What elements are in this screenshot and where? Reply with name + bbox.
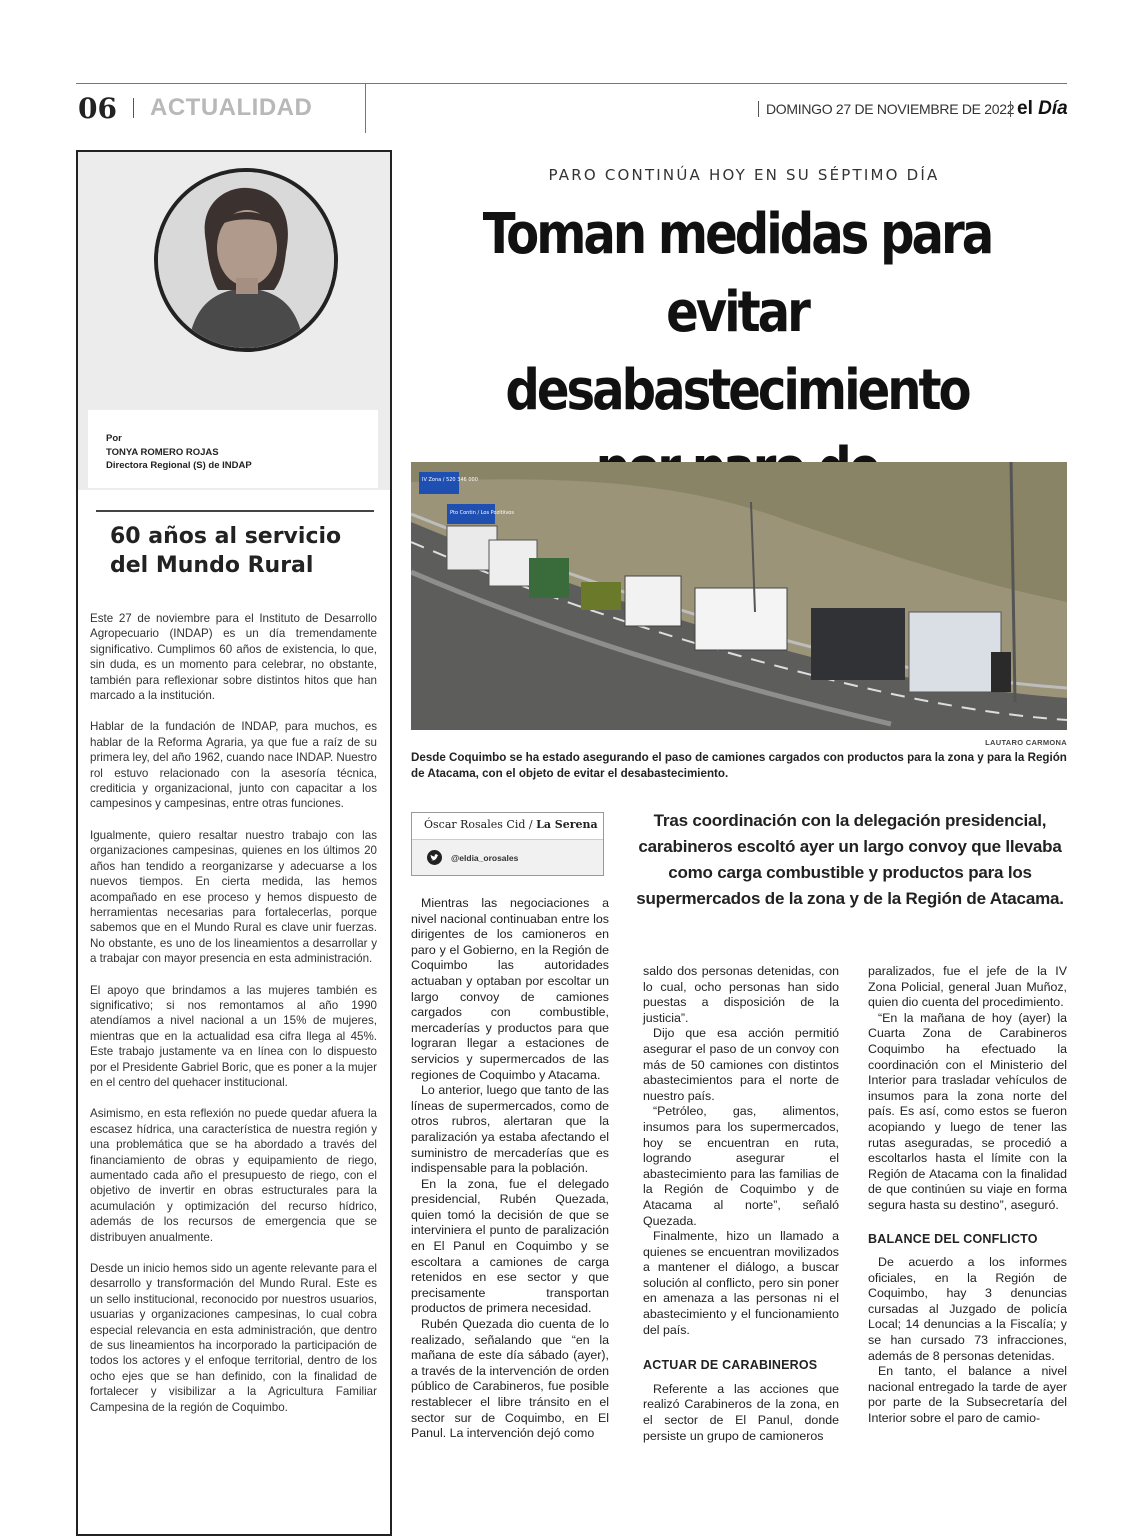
headline-line: Toman medidas para xyxy=(482,202,992,267)
author-role: Directora Regional (S) de INDAP xyxy=(106,460,252,471)
opinion-body xyxy=(90,611,377,1431)
header-divider xyxy=(1010,101,1011,117)
road-sign-text: Pto Contin / Los Pozitiivos xyxy=(450,510,514,516)
paragraph: saldo dos personas detenidas, con lo cual, ocho personas han sido puestas a disposición de la justicia”. xyxy=(643,964,839,1025)
article-kicker: PARO CONTINÚA HOY EN SU SÉPTIMO DÍA xyxy=(548,166,940,184)
header-rule xyxy=(76,83,1067,84)
title-rule xyxy=(96,510,374,512)
paragraph: Este 27 de noviembre para el Instituto de Desarrollo Agropecuario (INDAP) es un día tremendamente significativo. Cumplimos 60 años de existencia, lo que, sin duda, es un momento para celebrar, no obstante, también para reflexionar sobre distintos hitos que han marcado a la institución. xyxy=(90,612,377,703)
paragraph: “Petróleo, gas, alimentos, insumos para los supermercados, hoy se encuentran en ruta, logrando asegurar el abastecimiento para las familias de la Región de Coquimbo y de Atacama al norte”, señaló Quezada. xyxy=(643,1104,839,1228)
author-portrait xyxy=(154,168,338,352)
section-heading: ACTUAR DE CARABINEROS xyxy=(643,1358,818,1373)
paragraph: Mientras las negociaciones a nivel nacional continuaban entre los dirigentes de los camioneros en paro y el Gobierno, en la Región de Coquimbo las autoridades actuaban y optaban por escoltar un largo convoy de camiones cargados con combustible, mercaderías y productos para que lograran llegar a estaciones de servicios y supermercados de las regiones de Coquimbo y Atacama. xyxy=(411,896,609,1082)
author-name: TONYA ROMERO ROJAS xyxy=(106,446,219,458)
section-title: ACTUALIDAD xyxy=(150,94,313,121)
reporter-city: La Serena xyxy=(536,818,598,831)
paragraph: El apoyo que brindamos a las mujeres también es significativo; si nos remontamos al año 1990 atendíamos a nivel nacional a un 15% de mujeres, mientras que en la actualidad esa cifra llega al 45%. Este trabajo justamente va en línea con lo dispuesto por el Presidente Gabriel Boric, que es poner a la mujer en el centro del quehacer institucional. xyxy=(90,983,377,1089)
reporter: Óscar Rosales Cid / xyxy=(424,818,533,831)
road-sign-text: IV Zona / 520 346 000 xyxy=(422,477,478,483)
article-column-3 xyxy=(868,964,1067,1427)
twitter-icon xyxy=(427,850,442,865)
newspaper-logo xyxy=(1017,98,1068,120)
paragraph: Desde un inicio hemos sido un agente relevante para el desarrollo y transformación del Mundo Rural. Este es un sello institucional, reconocido por nuestros usuarios, usuarias y organizaciones campesinas, lo cual cobra especial relevancia en esta administración, que dentro de sus lineamientos ha incorporado la participación de todos los actores y el enfoque territorial, dentro de los ocho ejes que se han definido, con la finalidad de fortalecer y visibilizar a la Agricultura Familiar Campesina de la región de Coquimbo. xyxy=(90,1262,377,1414)
paragraph: Rubén Quezada dio cuenta de lo realizado, señalando que “en la mañana de este día sábado (ayer), a través de la intervención de orden público de Carabineros, fue posible restablecer el libre tránsito en el sector sur de Coquimbo, en El Panul. La intervención dejó como xyxy=(411,1317,609,1441)
photo-credit: LAUTARO CARMONA xyxy=(985,738,1067,747)
logo-name: Día xyxy=(1038,98,1068,119)
paragraph: Finalmente, hizo un llamado a quienes se encuentran movilizados a mantener el diálogo, a buscar solución al conflicto, pero sin poner en amenaza a las personas ni el abastecimiento y el funcionamiento del país. xyxy=(643,1229,839,1337)
section-heading: BALANCE DEL CONFLICTO xyxy=(868,1231,1038,1246)
header-divider xyxy=(365,83,366,133)
reporter-name xyxy=(424,818,598,831)
logo-prefix: el xyxy=(1017,98,1033,119)
paragraph: De acuerdo a los informes oficiales, en la Región de Coquimbo, hay 3 denuncias cursadas al Juzgado de policía Local; 14 denuncias a la Fiscalía; y se han cursado 73 infracciones, además de 8 personas detenidas. xyxy=(868,1255,1067,1363)
byline-label: Por xyxy=(106,433,122,444)
header-divider xyxy=(133,98,134,118)
truck-convoy-image xyxy=(411,462,1067,730)
page-number: 06 xyxy=(78,92,117,125)
article-subhead: Tras coordinación con la delegación presidencial, carabineros escoltó ayer un largo convoy que llevaba como carga combustible y productos para los supermercados de la zona y de la Región de Atacama. xyxy=(636,811,1064,908)
opinion-title: 60 años al servicio del Mundo Rural xyxy=(110,524,342,578)
article-column-2 xyxy=(643,964,839,1444)
header-divider xyxy=(758,101,759,117)
author-byline xyxy=(106,432,252,473)
headline-line: evitar desabastecimiento xyxy=(505,280,969,423)
issue-date: DOMINGO 27 DE NOVIEMBRE DE 2022 xyxy=(766,101,1015,117)
twitter-handle[interactable]: @eldia_orosales xyxy=(451,853,519,863)
photo-caption: Desde Coquimbo se ha estado asegurando el paso de camiones cargados con productos para la zona y para la Región de Atacama, con el objeto de evitar el desabastecimiento. xyxy=(411,751,1067,780)
paragraph: Dijo que esa acción permitió asegurar el paso de un convoy con más de 50 camiones con distintos abastecimientos para el norte de nuestro país. xyxy=(643,1026,839,1103)
paragraph: En tanto, el balance a nivel nacional entregado la tarde de ayer por parte de la Subsecretaría del Interior sobre el paro de camio- xyxy=(868,1364,1067,1426)
article-column-1 xyxy=(411,896,609,1442)
paragraph: “En la mañana de hoy (ayer) la Cuarta Zona de Carabineros Coquimbo ha efectuado la coordinación con el Ministerio del Interior para trasladar vehículos de insumos para la zona norte del país. Es así, como estos se fueron acopiando y luego de tener las rutas aseguradas, se procedió a escoltarlos hasta el límite con la Región de Atacama con la finalidad de que continúen su viaje en forma segura hasta su destino”, aseguró. xyxy=(868,1010,1067,1212)
paragraph: Hablar de la fundación de INDAP, para muchos, es hablar de la Reforma Agraria, ya que fue a raíz de su primera ley, del año 1962, cuando nace INDAP. Nuestro rol estuvo relacionado con la asesoría técnica, crediticia y organizacional, junto con capacitar a los campesinos y campesinas, entre otras funciones. xyxy=(90,720,378,811)
article-photo xyxy=(411,462,1067,730)
paragraph: Asimismo, en esta reflexión no puede quedar afuera la escasez hídrica, una característica de nuestra región y una problemática que se ha abordado a través del financiamiento de obras y equipamiento de riego, aumentado cada año el presupuesto de riego, con el objetivo de invertir en obras estructurales para la acumulación y optimización del recurso hídrico, además de los recursos de emergencia que se distribuyen anualmente. xyxy=(90,1107,377,1244)
portrait-image xyxy=(158,172,334,348)
paragraph: Igualmente, quiero resaltar nuestro trabajo con las organizaciones campesinas, quienes en los últimos 20 años han tendido a reorganizarse y adecuarse a los nuevos tiempos. En cierta medida, las hemos acompañado en ese proceso y hemos dispuesto de herramientas necesarias para fortalecerlas, porque sabemos que en el Mundo Rural es clave unir fuerzas. No obstante, es uno de los lineamientos a desarrollar y a trabajar con mayor presencia en esta administración. xyxy=(90,828,377,966)
paragraph: paralizados, fue el jefe de la IV Zona Policial, general Juan Muñoz, quien dio cuenta del procedimiento. xyxy=(868,964,1067,1010)
paragraph: Referente a las acciones que realizó Carabineros de la zona, en el sector de El Panul, donde persiste un grupo de camioneros xyxy=(643,1381,839,1443)
paragraph: En la zona, fue el delegado presidencial, Rubén Quezada, quien tomó la decisión de que se interviniera el punto de paralización en El Panul en Coquimbo y se escoltara a camiones de carga retenidos en ese sector y que precisamente transportan productos de primera necesidad. xyxy=(411,1176,609,1316)
paragraph: Lo anterior, luego que tanto de las líneas de supermercados, como de otros rubros, alertaran que la paralización ya estaba afectando el suministro de mercaderías que es indispensable para la población. xyxy=(411,1083,609,1176)
